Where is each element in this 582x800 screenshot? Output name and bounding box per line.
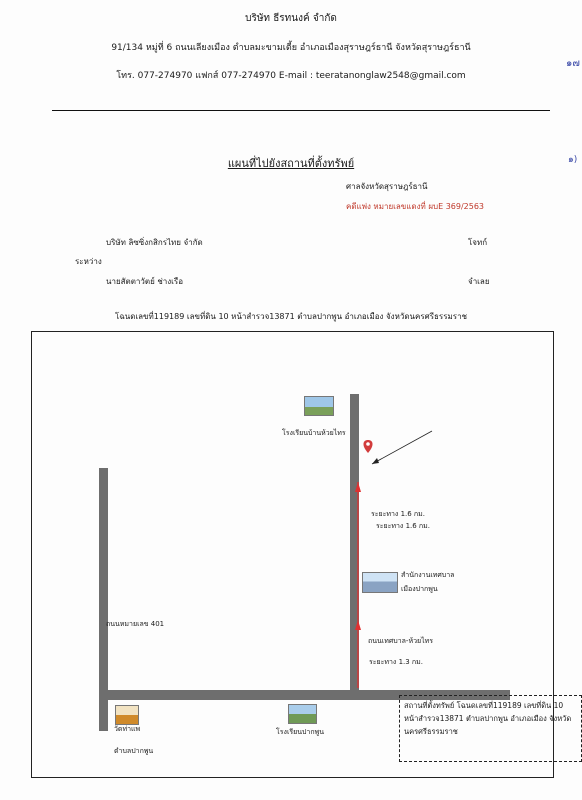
temple-icon: [115, 705, 139, 725]
document-title: แผนที่ไปยังสถานที่ตั้งทรัพย์: [227, 157, 355, 170]
callout-leader: [372, 431, 432, 464]
defendant-name: นายสัตตาวัตย์ ช่างเรือ: [106, 277, 183, 286]
company-address: 91/134 หมู่ที่ 6 ถนนเลียงเมือง ตำบลมะขามเตี้ย อำเภอเมืองสุราษฎร์ธานี จังหวัดสุราษฎร์ธานี: [111, 43, 471, 53]
school-huai-sai-icon: [304, 396, 334, 416]
municipal-road-label: ถนนเทศบาล-ห้วยไทร: [368, 637, 433, 645]
school-pakphun-icon: [288, 704, 317, 724]
location-map: [31, 331, 572, 778]
company-contact: โทร. 077-274970 แฟกส์ 077-274970 E-mail : teeratanonglaw2548@gmail.com: [116, 71, 466, 81]
route-arrow-lower: [355, 620, 361, 630]
municipal-office-label-1: สำนักงานเทศบาล: [401, 571, 455, 579]
property-callout: สถานที่ตั้งทรัพย์ โฉนดเลขที่119189 เลขที่ดิน 10 หน้าสำรวจ13871 ตำบลปากพูน อำเภอเมือง จังหวัดนครศรีธรรมราช: [399, 695, 582, 762]
between-label: ระหว่าง: [75, 257, 102, 266]
distance-label-3: ระยะทาง 1.3 กม.: [369, 658, 424, 666]
callout-leader-arrow: [372, 458, 379, 464]
header-divider: [52, 110, 550, 111]
document-title-wrap: [0, 152, 582, 172]
subdistrict-label: ตำบลปากพูน: [114, 747, 154, 755]
margin-annotation: ๑): [568, 155, 578, 165]
case-number: คดีแพ่ง หมายเลขแดงที่ ผบE 369/2563: [346, 202, 485, 211]
plaintiff-name: บริษัท ลิซซิ่งกสิกรไทย จำกัด: [106, 238, 203, 247]
distance-label-1: ระยะทาง 1.6 กม.: [371, 510, 426, 518]
school-huai-sai-label: โรงเรียนบ้านห้วยไทร: [282, 429, 346, 437]
route-arrow-upper: [355, 482, 361, 492]
distance-label-2: ระยะทาง 1.6 กม.: [376, 522, 431, 530]
school-pakphun-label: โรงเรียนปากพูน: [276, 728, 324, 736]
company-name: บริษัท ธีรทนงค์ จำกัด: [245, 13, 337, 24]
municipal-office-icon: [362, 572, 398, 593]
plaintiff-role: โจทก์: [468, 238, 488, 247]
location-pin-icon: [363, 440, 372, 453]
margin-page-mark: ๑๗: [566, 58, 580, 69]
deed-description: โฉนดเลขที่119189 เลขที่ดิน 10 หน้าสำรวจ13871 ตำบลปากพูน อำเภอเมือง จังหวัดนครศรีธรรมราช: [114, 312, 467, 321]
court-name: ศาลจังหวัดสุราษฎร์ธานี: [346, 182, 428, 191]
road-401-label: ถนนหมายเลข 401: [106, 620, 165, 628]
defendant-role: จำเลย: [468, 277, 490, 286]
temple-label: วัดท่าแพ: [114, 725, 141, 733]
municipal-office-label-2: เมืองปากพูน: [401, 585, 438, 593]
